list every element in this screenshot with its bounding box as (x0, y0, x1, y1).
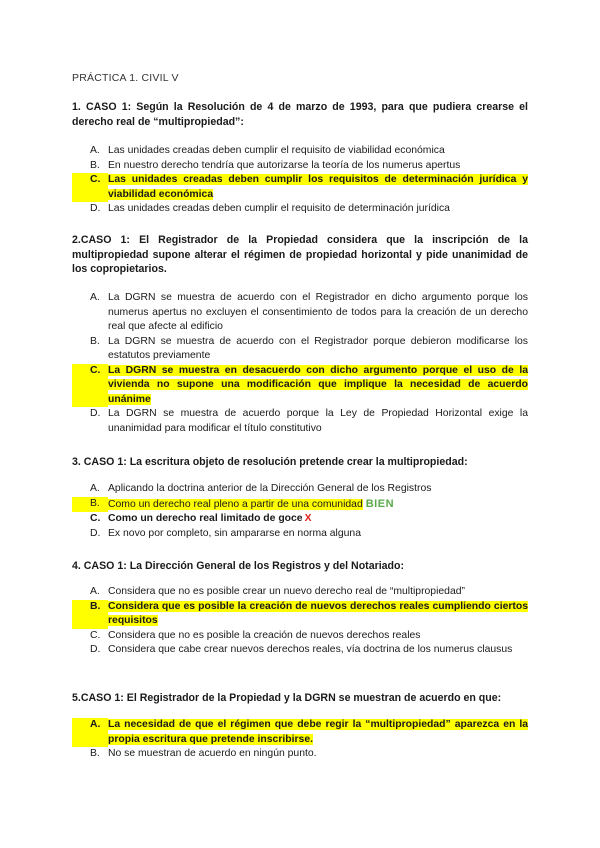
options-list-5 (72, 718, 528, 762)
page-title: PRÁCTICA 1. CIVIL V (72, 72, 179, 84)
question-2: 2.CASO 1: El Registrador de la Propiedad considera que la inscripción de la multipropiedad supone alterar el régimen de propiedad horizontal y pide unanimidad de los copropietarios. (72, 234, 528, 275)
option-5b: B. No se muestran de acuerdo en ningún punto. (90, 748, 317, 759)
option-3a: A. Aplicando la doctrina anterior de la Dirección General de los Registros (90, 483, 432, 494)
correct-mark: BIEN (365, 497, 395, 510)
options-list-1 (72, 144, 528, 217)
option-3c: C. Como un derecho real limitado de goce X (90, 513, 312, 524)
option-3d: D. Ex novo por completo, sin ampararse en norma alguna (90, 527, 361, 539)
option-4a: A. Considera que no es posible crear un nuevo derecho real de “multipropiedad” (90, 586, 465, 597)
option-5a-correct: A. La necesidad de que el régimen que debe regir la “multipropiedad” aparezca en la propia escritura que pretende inscribirse. (72, 718, 528, 747)
option-1c-correct: C. Las unidades creadas deben cumplir los requisitos de determinación jurídica y viabilidad económica (72, 173, 528, 202)
question-5: 5.CASO 1: El Registrador de la Propiedad y la DGRN se muestran de acuerdo en que: (72, 692, 502, 704)
option-2a: A. La DGRN se muestra de acuerdo con el Registrador en dicho argumento porque los numerus apertus no excluyen el consentimiento de todos para la creación de un derecho real que afecte al edificio (90, 292, 528, 332)
option-4b-correct: B. Considera que es posible la creación de nuevos derechos reales cumpliendo ciertos requisitos (72, 600, 528, 629)
options-list-2 (72, 291, 528, 436)
options-list-4 (72, 585, 528, 658)
option-1d: D. Las unidades creadas deben cumplir el requisito de determinación jurídica (90, 203, 450, 214)
option-4d: D. Considera que cabe crear nuevos derechos reales, vía doctrina de los numerus clausus (90, 644, 513, 655)
option-3b: B. Como un derecho real pleno a partir de una comunidad BIEN (72, 497, 528, 513)
option-1b: B. En nuestro derecho tendría que autorizarse la teoría de los numerus apertus (90, 159, 461, 171)
wrong-mark: X (304, 513, 312, 524)
question-1: 1. CASO 1: Según la Resolución de 4 de marzo de 1993, para que pudiera crearse el derecho real de “multipropiedad”: (72, 101, 528, 128)
option-1a: A. Las unidades creadas deben cumplir el requisito de viabilidad económica (90, 145, 445, 156)
option-4c: C. Considera que no es posible la creación de nuevos derechos reales (90, 629, 421, 641)
option-2d: D. La DGRN se muestra de acuerdo porque la Ley de Propiedad Horizontal exige la unanimidad para modificar el título constitutivo (90, 408, 528, 434)
option-2c-correct: C. La DGRN se muestra en desacuerdo con dicho argumento porque el uso de la vivienda no supone una modificación que implique la necesidad de acuerdo unánime (72, 364, 528, 408)
question-3: 3. CASO 1: La escritura objeto de resolución pretende crear la multipropiedad: (72, 456, 468, 468)
options-list-3 (72, 482, 528, 541)
question-4: 4. CASO 1: La Dirección General de los Registros y del Notariado: (72, 560, 405, 572)
option-2b: B. La DGRN se muestra de acuerdo con el Registrador porque debieron modificarse los estatutos previamente (90, 335, 528, 361)
